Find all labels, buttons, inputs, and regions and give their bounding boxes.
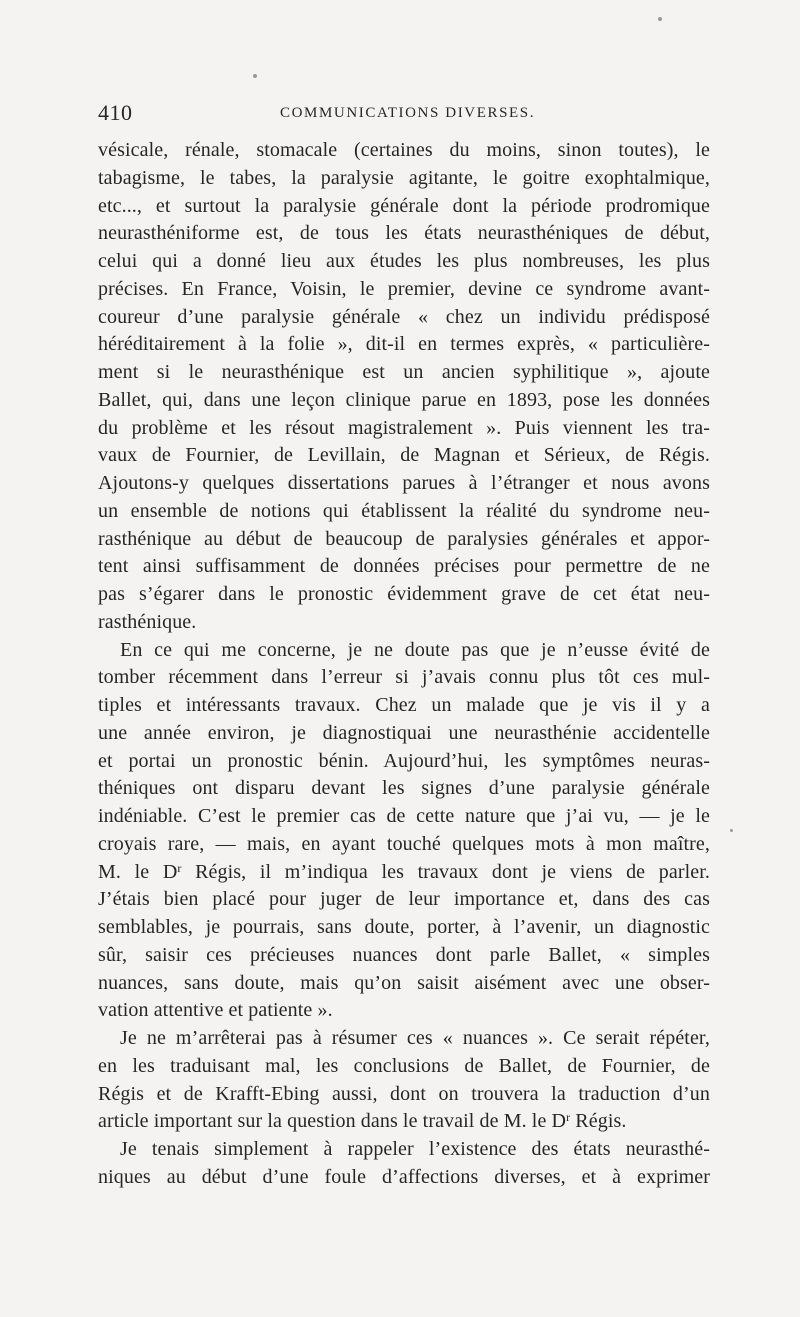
text-line: vésicale, rénale, stomacale (certaines du moins, sinon toutes), le xyxy=(98,139,710,161)
text-line: croyais rare, — mais, en ayant touché quelques mots à mon maître, xyxy=(98,832,710,855)
line-fragment: Régis. xyxy=(570,1110,627,1133)
body-text xyxy=(98,137,710,1192)
text-line: du problème et les résout magistralement ». Puis viennent les tra- xyxy=(98,416,710,439)
text-line: coureur d’une paralysie générale « chez un individu prédisposé xyxy=(98,305,710,328)
text-line-with-superscript xyxy=(98,859,710,887)
text-line: tabagisme, le tabes, la paralysie agitante, le goitre exophtalmique, xyxy=(98,166,710,189)
page-number: 410 xyxy=(98,100,133,125)
text-line: En ce qui me concerne, je ne doute pas que je n’eusse évité de xyxy=(120,638,710,661)
text-line: sûr, saisir ces précieuses nuances dont parle Ballet, « simples xyxy=(98,943,710,966)
text-line: celui qui a donné lieu aux études les plus nombreuses, les plus xyxy=(98,250,710,272)
text-line: nuances, sans doute, mais qu’on saisit aisément avec une obser- xyxy=(98,971,710,994)
line-fragment: Régis, il m’indiqua les travaux dont je viens de parler. xyxy=(181,860,710,883)
text-line: pas s’égarer dans le pronostic évidemment grave de cet état neu- xyxy=(98,583,710,605)
text-line: tiples et intéressants travaux. Chez un malade que je vis il y a xyxy=(98,694,710,716)
text-line: Je tenais simplement à rappeler l’existence des états neurasthé- xyxy=(120,1138,710,1160)
text-line: J’étais bien placé pour juger de leur importance et, dans des cas xyxy=(98,888,710,911)
text-line: précises. En France, Voisin, le premier, devine ce syndrome avant- xyxy=(98,277,710,300)
text-line: vation attentive et patiente ». xyxy=(98,999,333,1022)
line-fragment: M. le D xyxy=(98,860,178,883)
text-line: et portai un pronostic bénin. Aujourd’hui, les symptômes neuras- xyxy=(98,749,710,772)
text-line: tomber récemment dans l’erreur si j’avais connu plus tôt ces mul- xyxy=(98,666,710,689)
text-line: neurasthéniforme est, de tous les états neurasthéniques de début, xyxy=(98,222,710,245)
line-fragment: article important sur la question dans le travail de M. le D xyxy=(98,1110,567,1133)
paper-speck xyxy=(730,829,733,832)
superscript: r xyxy=(566,1110,571,1125)
text-line: Ballet, qui, dans une leçon clinique parue en 1893, pose les données xyxy=(98,388,710,411)
text-line: semblables, je pourrais, sans doute, porter, à l’avenir, un diagnostic xyxy=(98,916,710,938)
text-line: une année environ, je diagnostiquai une neurasthénie accidentelle xyxy=(98,721,710,744)
text-line: niques au début d’une foule d’affections diverses, et à exprimer xyxy=(98,1165,710,1188)
text-line: vaux de Fournier, de Levillain, de Magnan et Sérieux, de Régis. xyxy=(98,444,710,467)
running-head: COMMUNICATIONS DIVERSES. xyxy=(280,105,536,121)
text-line: un ensemble de notions qui établissent la réalité du syndrome neu- xyxy=(98,499,710,522)
text-line: en les traduisant mal, les conclusions de Ballet, de Fournier, de xyxy=(98,1054,710,1077)
text-line: etc..., et surtout la paralysie générale dont la période prodromique xyxy=(98,194,710,217)
text-line: théniques ont disparu devant les signes d’une paralysie générale xyxy=(98,777,710,800)
text-line: ment si le neurasthénique est un ancien syphilitique », ajoute xyxy=(98,361,710,383)
text-line: tent ainsi suffisamment de données précises pour permettre de ne xyxy=(98,555,710,578)
superscript: r xyxy=(177,860,182,875)
text-line: héréditairement à la folie », dit-il en termes exprès, « particulière- xyxy=(98,333,710,356)
text-line: rasthénique. xyxy=(98,610,197,633)
text-line-with-superscript xyxy=(98,1108,710,1136)
text-line: rasthénique au début de beaucoup de paralysies générales et appor- xyxy=(98,527,710,550)
text-line: Je ne m’arrêterai pas à résumer ces « nuances ». Ce serait répéter, xyxy=(120,1027,710,1049)
paper-speck xyxy=(253,74,257,78)
text-line: Ajoutons-y quelques dissertations parues à l’étranger et nous avons xyxy=(98,472,710,494)
page-header xyxy=(98,100,710,128)
text-line: Régis et de Krafft-Ebing aussi, dont on trouvera la traduction d’un xyxy=(98,1082,710,1105)
paper-speck xyxy=(658,17,662,21)
text-line: indéniable. C’est le premier cas de cette nature que j’ai vu, — je le xyxy=(98,805,710,827)
